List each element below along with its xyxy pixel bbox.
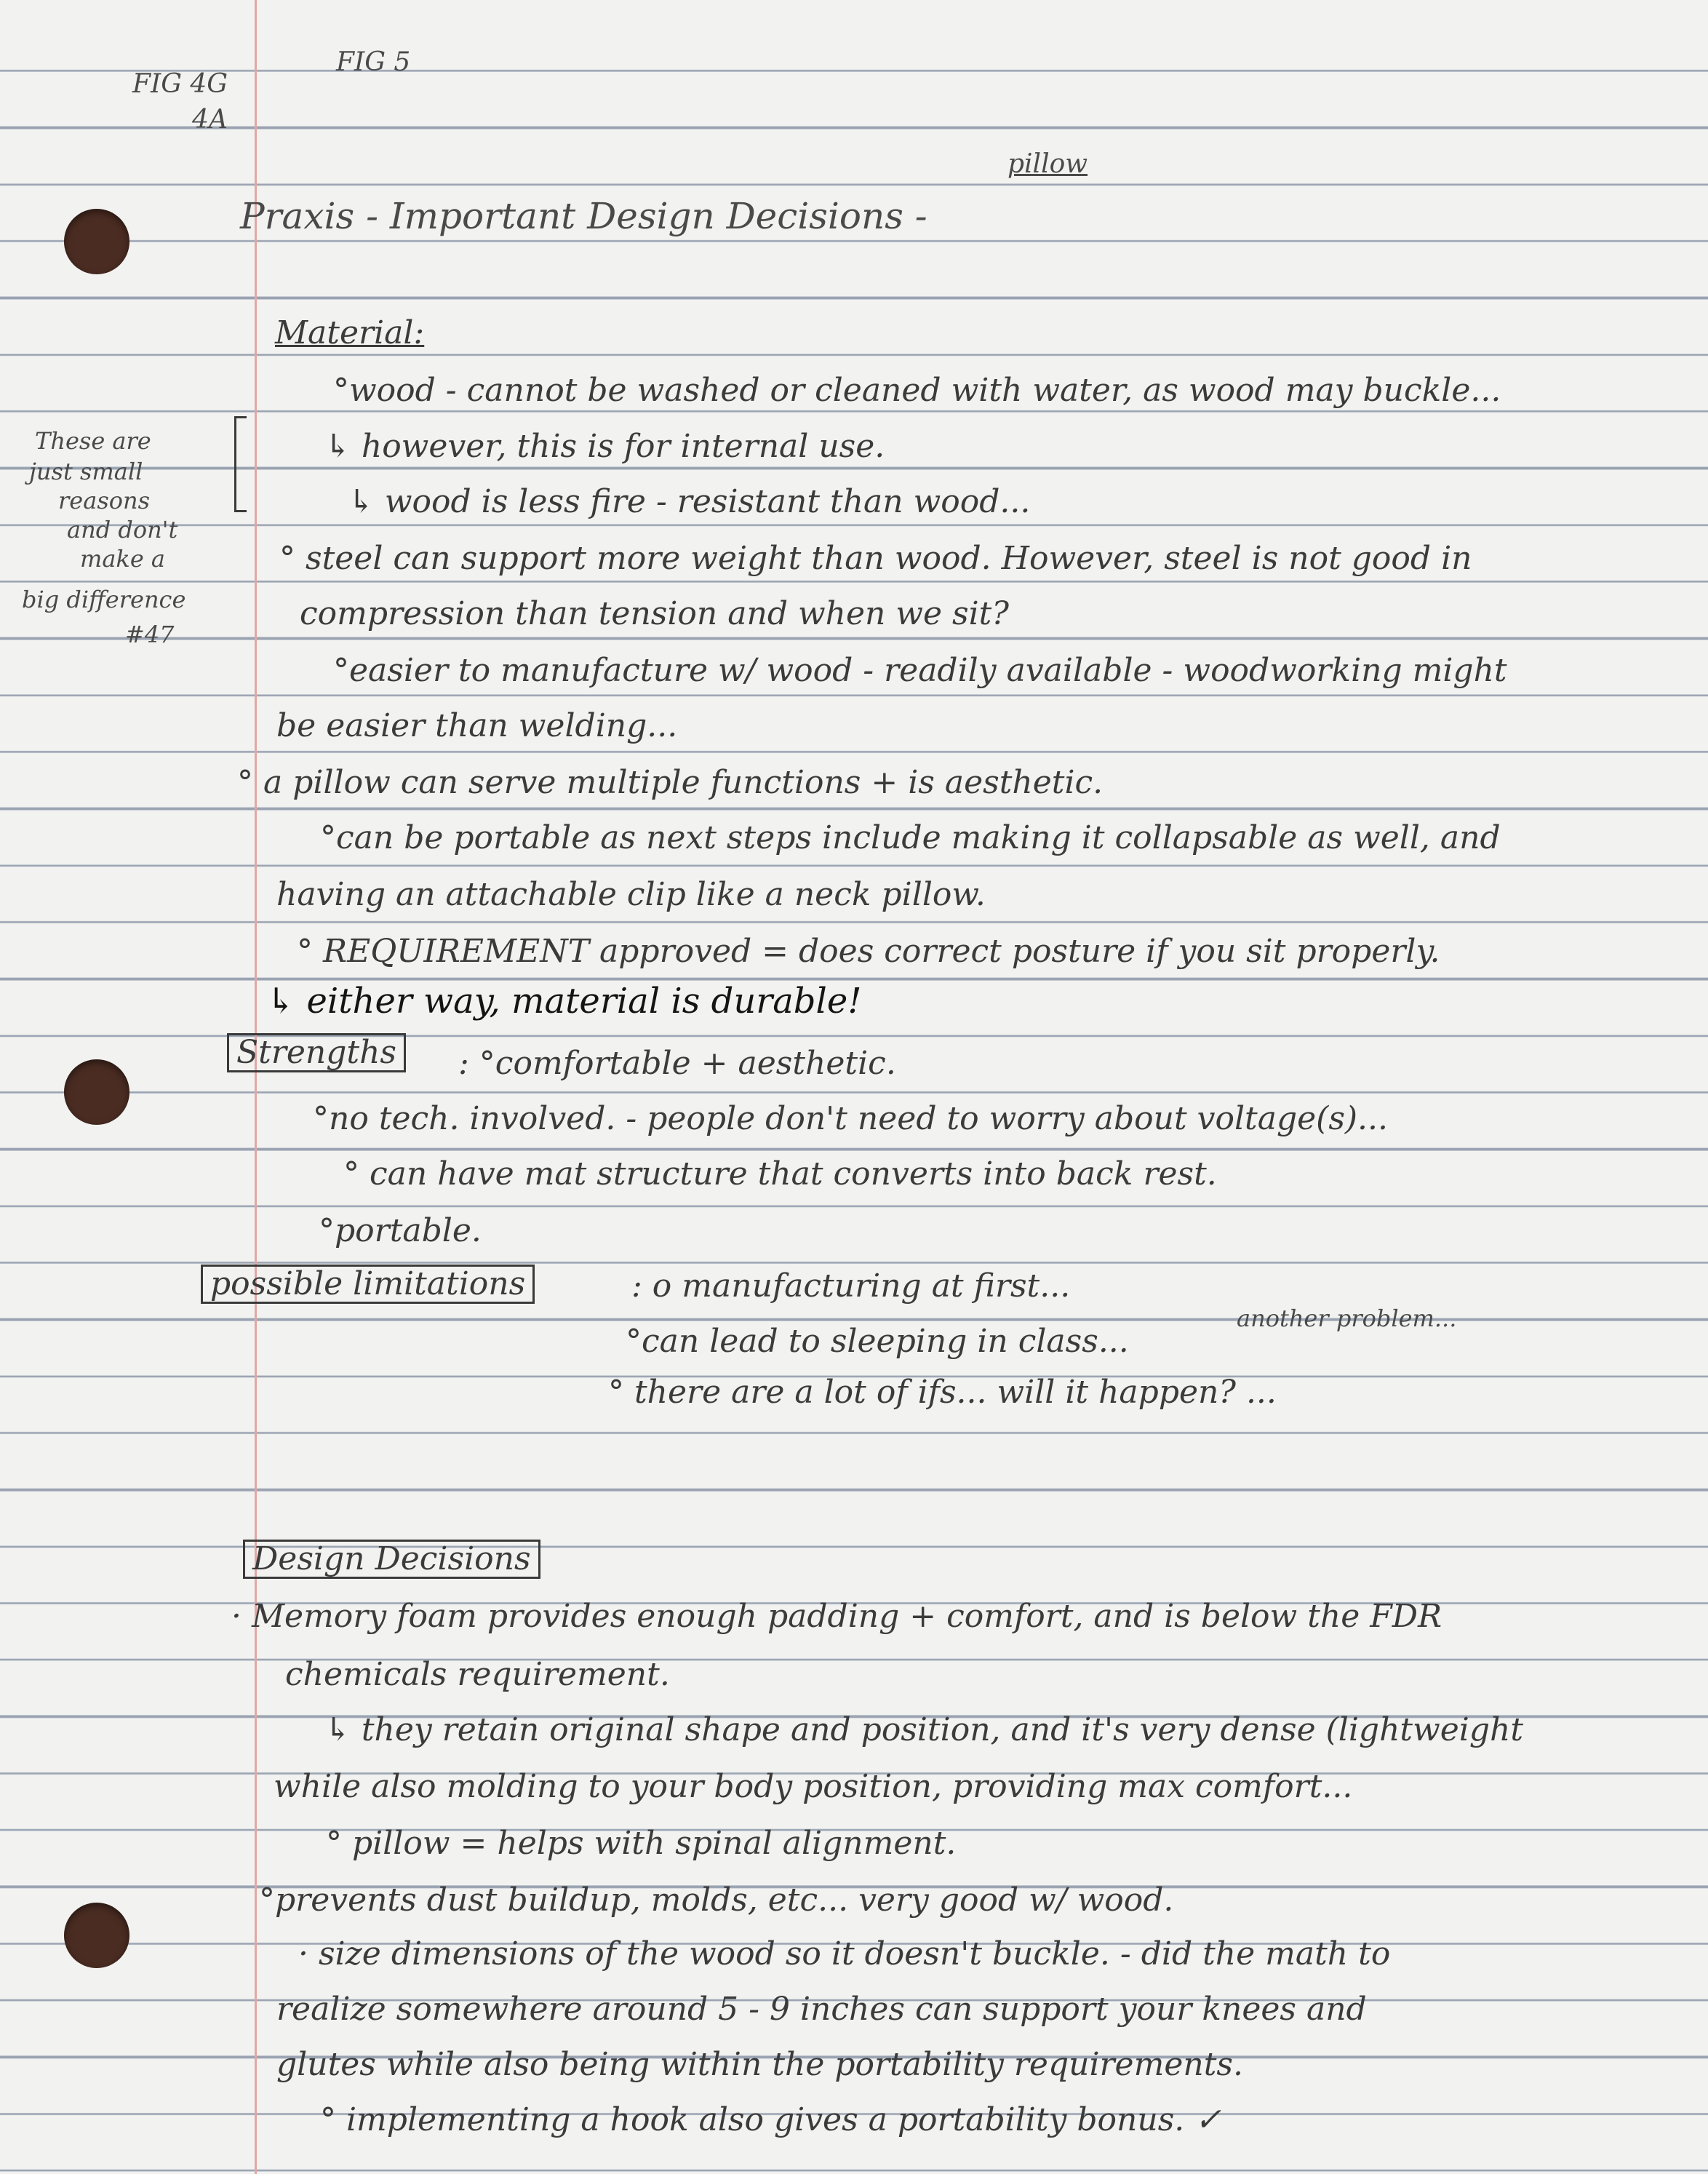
- side-note-line: big difference: [22, 586, 186, 613]
- fig-label-5: FIG 5: [336, 47, 411, 77]
- material-note: ° a pillow can serve multiple functions + is aesthetic.: [237, 764, 1104, 801]
- material-note: °can be portable as next steps include making it collapsable as well, and: [320, 819, 1501, 856]
- strengths-label: Strengths: [227, 1033, 406, 1072]
- punch-hole-bottom: [64, 1903, 129, 1968]
- side-note-line: make a: [80, 545, 165, 573]
- design-decision-note: while also molding to your body position, providing max comfort...: [274, 1768, 1353, 1805]
- side-note-bracket: [234, 416, 247, 512]
- punch-hole-top: [64, 209, 129, 274]
- limitations-item: : o manufacturing at first...: [631, 1267, 1071, 1305]
- design-decision-note: chemicals requirement.: [285, 1656, 670, 1693]
- strengths-item: : °comfortable + aesthetic.: [458, 1045, 896, 1082]
- material-note: ° REQUIREMENT approved = does correct posture if you sit properly.: [297, 933, 1440, 970]
- material-note: compression than tension and when we sit?: [300, 595, 1009, 632]
- page-title: Praxis - Important Design Decisions -: [240, 195, 927, 237]
- strengths-item: °portable.: [319, 1212, 482, 1249]
- design-decision-note: ° implementing a hook also gives a portability bonus. ✓: [320, 2101, 1222, 2138]
- side-note-line: reasons: [58, 487, 151, 514]
- material-note: ° steel can support more weight than wood. However, steel is not good in: [279, 540, 1472, 577]
- material-note: having an attachable clip like a neck pillow.: [276, 876, 986, 913]
- design-decision-note: · size dimensions of the wood so it doesn't buckle. - did the math to: [298, 1935, 1391, 1972]
- limitations-item: °can lead to sleeping in class...: [626, 1323, 1129, 1360]
- side-note-line: These are: [35, 427, 151, 455]
- design-decision-note: · Memory foam provides enough padding + comfort, and is below the FDR: [231, 1598, 1442, 1635]
- material-note: °wood - cannot be washed or cleaned with water, as wood may buckle...: [333, 372, 1501, 409]
- punch-hole-middle: [64, 1059, 129, 1125]
- limitations-item-note: another problem...: [1237, 1305, 1457, 1332]
- material-note: °easier to manufacture w/ wood - readily available - woodworking might: [333, 652, 1507, 689]
- fig-label-4a: FIG 4G 4A: [132, 69, 228, 135]
- material-note: ↳ wood is less fire - resistant than wood...: [348, 483, 1031, 520]
- design-decisions-label: Design Decisions: [243, 1540, 540, 1579]
- limitations-item: ° there are a lot of ifs... will it happen? ...: [608, 1374, 1277, 1411]
- material-note: be easier than welding...: [276, 707, 678, 744]
- title-annotation: pillow: [1007, 149, 1088, 179]
- design-decision-note: glutes while also being within the portability requirements.: [276, 2046, 1243, 2083]
- design-decision-note: ° pillow = helps with spinal alignment.: [326, 1825, 957, 1862]
- strengths-item: °no tech. involved. - people don't need to worry about voltage(s)...: [313, 1100, 1389, 1137]
- material-note: ↳ however, this is for internal use.: [324, 428, 885, 465]
- material-note: ↳ either way, material is durable!: [266, 981, 862, 1022]
- design-decision-note: ↳ they retain original shape and position, and it's very dense (lightweight: [324, 1711, 1524, 1748]
- strengths-item: ° can have mat structure that converts into back rest.: [343, 1155, 1217, 1192]
- side-note-line: #47: [125, 621, 175, 648]
- limitations-label: possible limitations: [201, 1265, 535, 1304]
- margin-line: [255, 0, 257, 2174]
- design-decision-note: realize somewhere around 5 - 9 inches can support your knees and: [276, 1991, 1367, 2028]
- design-decision-note: °prevents dust buildup, molds, etc... very good w/ wood.: [259, 1882, 1174, 1919]
- material-heading: Material:: [275, 314, 425, 351]
- side-note-line: just small: [29, 458, 143, 485]
- side-note-line: and don't: [67, 516, 178, 544]
